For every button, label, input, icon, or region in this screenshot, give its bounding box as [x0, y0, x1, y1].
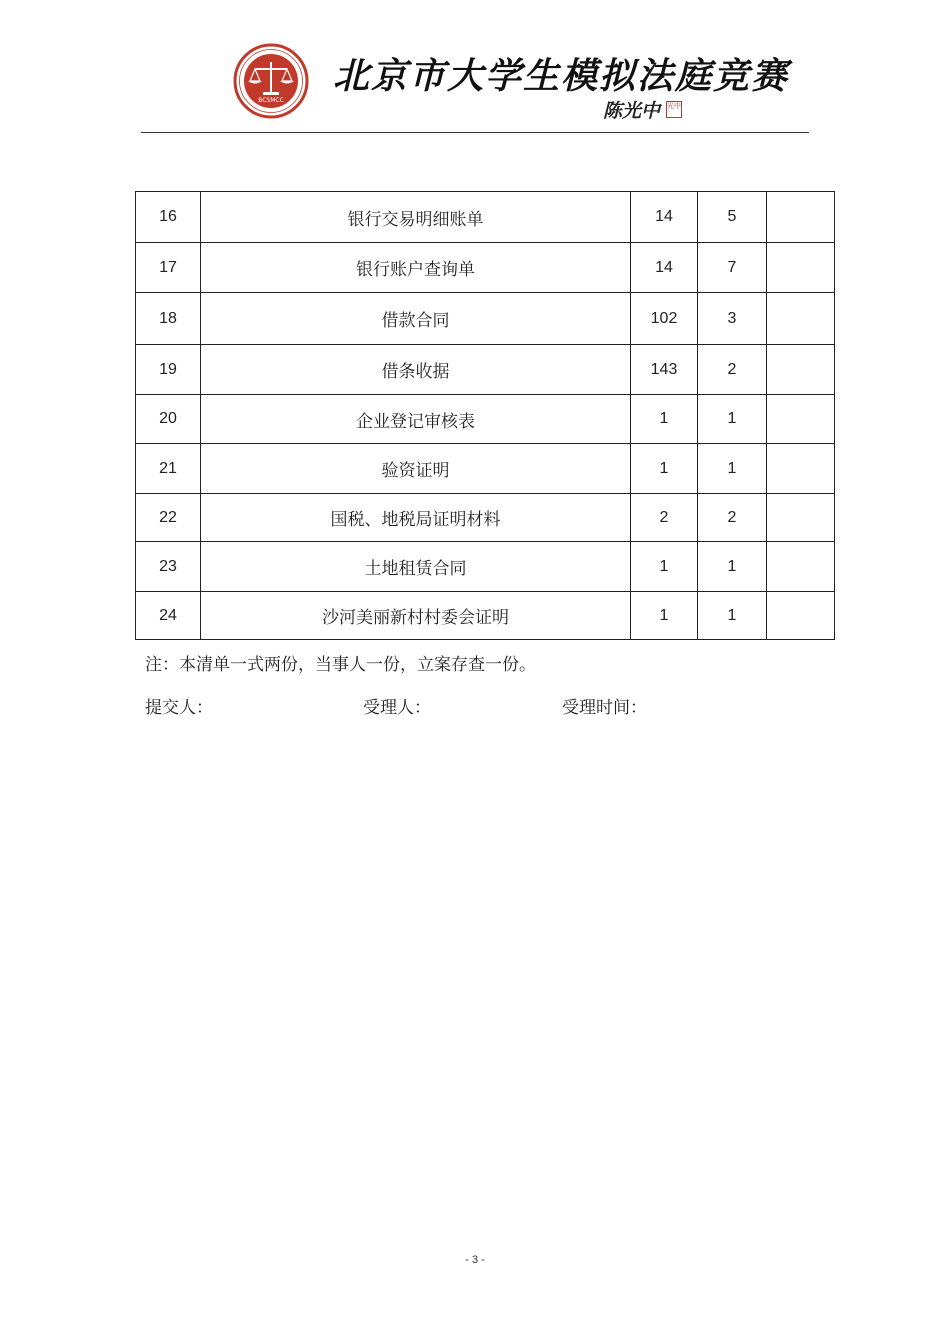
remarks: [767, 494, 835, 542]
remarks: [767, 243, 835, 293]
competition-title: 北京市大学生模拟法庭竞赛: [333, 56, 790, 97]
copies-count: 1: [698, 592, 767, 640]
page-count: 1: [631, 592, 698, 640]
copies-count: 2: [698, 494, 767, 542]
row-number: 22: [136, 494, 201, 542]
row-number: 19: [136, 345, 201, 395]
material-name: 银行账户查询单: [201, 243, 631, 293]
remarks: [767, 542, 835, 592]
copies-count: 1: [698, 542, 767, 592]
page-count: 102: [631, 293, 698, 345]
table-row: [136, 494, 835, 542]
table-row: [136, 395, 835, 444]
receive-time-label: 受理时间：: [562, 698, 647, 718]
remarks: [767, 192, 835, 243]
material-name: 企业登记审核表: [201, 395, 631, 444]
material-name: 国税、地税局证明材料: [201, 494, 631, 542]
header-divider: [141, 132, 809, 133]
material-name: 土地租赁合同: [201, 542, 631, 592]
material-name: 借款合同: [201, 293, 631, 345]
logo-abbrev: BCSMCC: [258, 97, 284, 104]
page-number: - 3 -: [465, 1254, 485, 1266]
row-number: 23: [136, 542, 201, 592]
row-number: 16: [136, 192, 201, 243]
material-name: 沙河美丽新村村委会证明: [201, 592, 631, 640]
row-number: 20: [136, 395, 201, 444]
page-header: [0, 0, 950, 140]
row-number: 17: [136, 243, 201, 293]
calligraphy-signature: 陈光中: [603, 100, 661, 122]
row-number: 21: [136, 444, 201, 494]
remarks: [767, 592, 835, 640]
copies-count: 2: [698, 345, 767, 395]
page-count: 2: [631, 494, 698, 542]
page-count: 143: [631, 345, 698, 395]
table-row: [136, 542, 835, 592]
page-count: 1: [631, 542, 698, 592]
copies-count: 5: [698, 192, 767, 243]
page-count: 14: [631, 192, 698, 243]
table-row: [136, 345, 835, 395]
table-row: [136, 592, 835, 640]
red-seal-stamp: 光中: [666, 101, 682, 118]
remarks: [767, 345, 835, 395]
copies-count: 3: [698, 293, 767, 345]
material-name: 验资证明: [201, 444, 631, 494]
competition-logo: [233, 40, 309, 122]
table-row: [136, 293, 835, 345]
page-count: 14: [631, 243, 698, 293]
remarks: [767, 293, 835, 345]
receiver-label: 受理人：: [363, 698, 431, 718]
page-count: 1: [631, 395, 698, 444]
material-name: 银行交易明细账单: [201, 192, 631, 243]
copies-count: 1: [698, 395, 767, 444]
table-row: [136, 192, 835, 243]
table-note: 注：本清单一式两份，当事人一份，立案存查一份。: [145, 655, 536, 675]
remarks: [767, 395, 835, 444]
table-row: [136, 444, 835, 494]
copies-count: 7: [698, 243, 767, 293]
page-count: 1: [631, 444, 698, 494]
evidence-list-table: [135, 191, 835, 640]
remarks: [767, 444, 835, 494]
row-number: 18: [136, 293, 201, 345]
submitter-label: 提交人：: [145, 698, 213, 718]
table-row: [136, 243, 835, 293]
material-name: 借条收据: [201, 345, 631, 395]
copies-count: 1: [698, 444, 767, 494]
row-number: 24: [136, 592, 201, 640]
